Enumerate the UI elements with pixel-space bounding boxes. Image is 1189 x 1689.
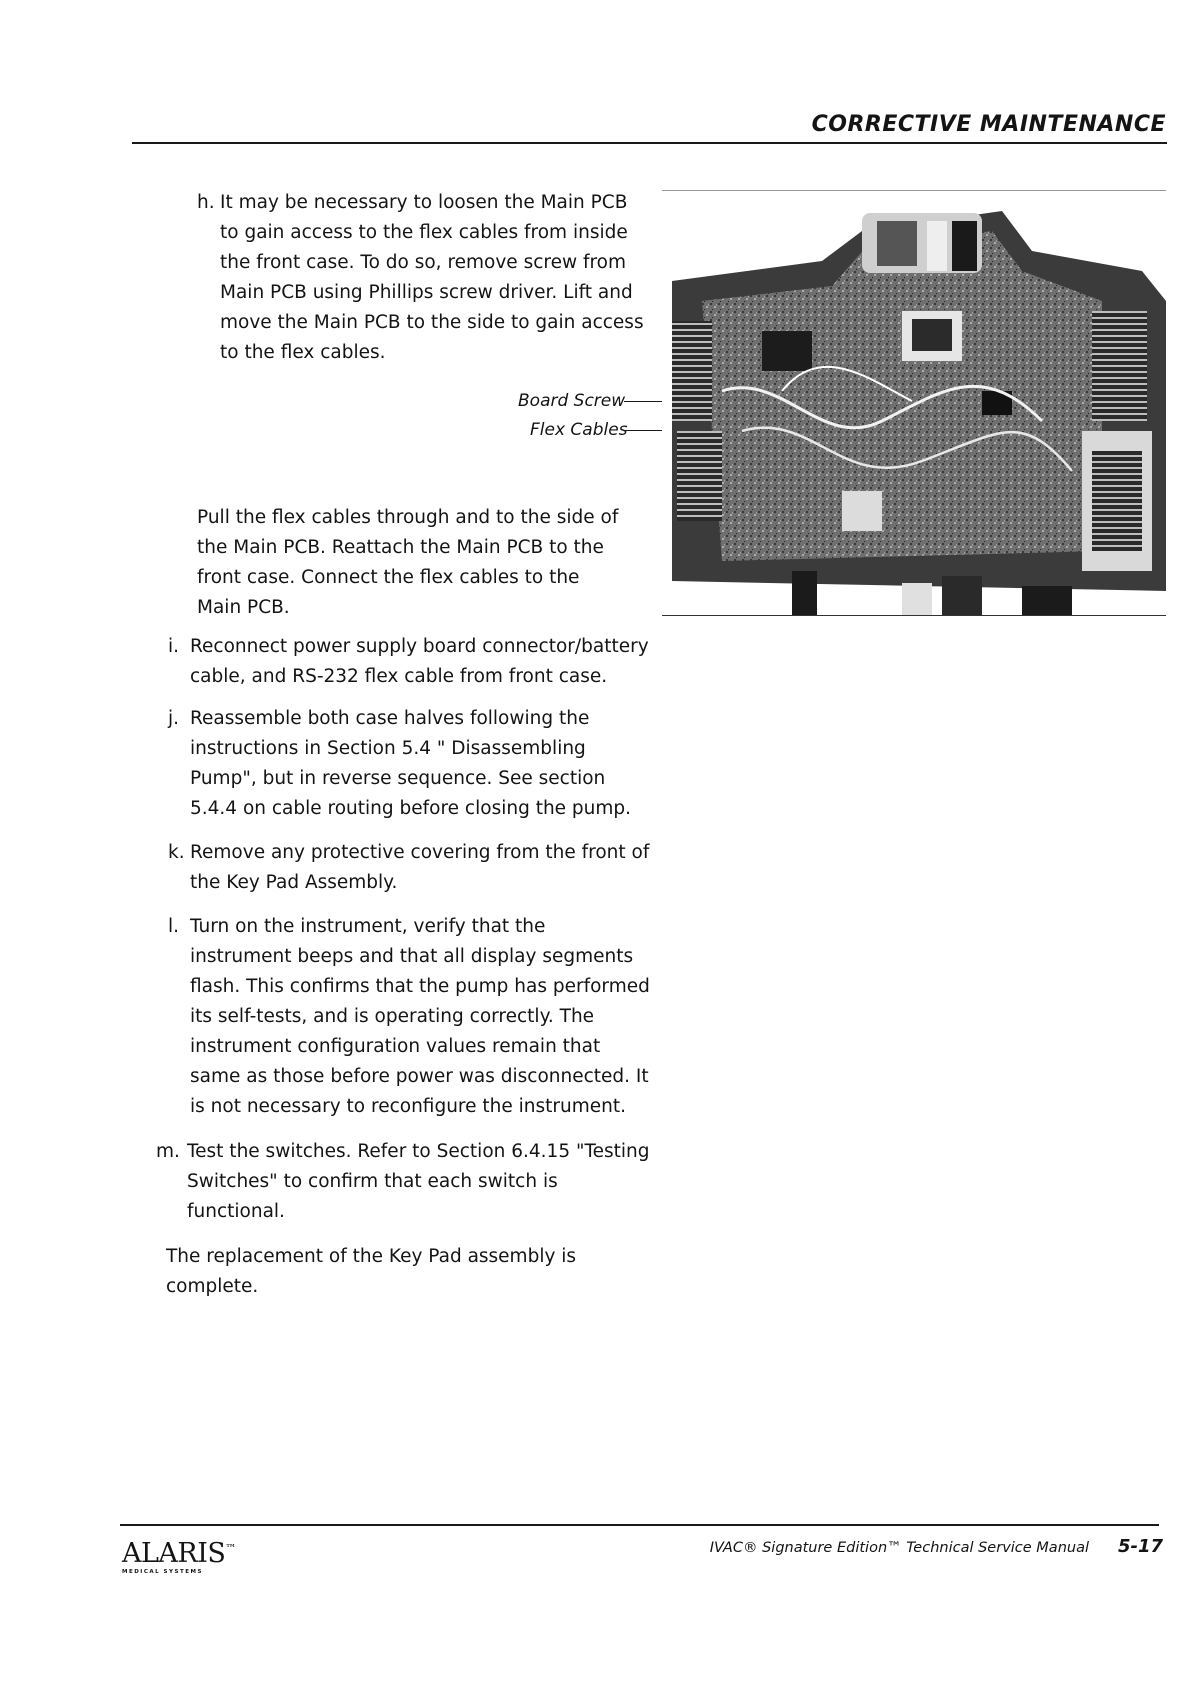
- step-k: [168, 838, 650, 898]
- logo-wordmark: ALARIS: [122, 1538, 226, 1569]
- step-marker: m.: [156, 1141, 180, 1162]
- step-text: Test the switches. Refer to Section 6.4.15 "Testing Switches" to confirm that each switch is functional.: [187, 1141, 650, 1222]
- step-marker: k.: [168, 842, 185, 863]
- section-header: CORRECTIVE MAINTENANCE: [811, 112, 1166, 137]
- closing-paragraph: [166, 1242, 626, 1302]
- page-number: 5-17: [1117, 1536, 1163, 1557]
- callout-flex-cables: Flex Cables: [530, 420, 628, 440]
- alaris-logo: [122, 1535, 236, 1576]
- callout-board-screw: Board Screw: [518, 391, 626, 411]
- step-text: Turn on the instrument, verify that the instrument beeps and that all display segments flash. This confirms that the pump has performed its self-tests, and is operating correctly. The instrument configuration values remain that same as those before power was disconnected. It is not necessary to reconfigure the instrument.: [190, 916, 650, 1117]
- step-h: [197, 188, 650, 368]
- step-j: [168, 704, 650, 824]
- footer-rule: [120, 1524, 1159, 1526]
- manual-title: IVAC® Signature Edition™ Technical Service Manual: [709, 1540, 1089, 1556]
- step-marker: j.: [168, 708, 180, 729]
- step-i: [168, 632, 650, 692]
- pcb-photo: [662, 190, 1166, 616]
- logo-subtitle: MEDICAL SYSTEMS: [122, 1569, 203, 1575]
- step-text: It may be necessary to loosen the Main PCB to gain access to the flex cables from inside the front case. To do so, remove screw from Main PCB using Phillips screw driver. Lift and move the Main PCB to the side to gain access to the flex cables.: [220, 192, 644, 363]
- step-text: Reassemble both case halves following the instructions in Section 5.4 " Disassembling Pump", but in reverse sequence. See section 5.4.4 on cable routing before closing the pump.: [190, 708, 632, 819]
- step-h-continued: [197, 503, 627, 623]
- step-text: Reconnect power supply board connector/battery cable, and RS-232 flex cable from front case.: [190, 636, 649, 687]
- step-l: [168, 912, 650, 1122]
- step-marker: l.: [168, 916, 180, 937]
- step-text: Remove any protective covering from the front of the Key Pad Assembly.: [190, 842, 650, 893]
- logo-trademark: ™: [225, 1542, 236, 1555]
- header-rule: [132, 142, 1167, 144]
- step-text: Pull the flex cables through and to the side of the Main PCB. Reattach the Main PCB to the front case. Connect the flex cables to the Main PCB.: [197, 507, 619, 618]
- step-marker: i.: [168, 636, 180, 657]
- closing-text: The replacement of the Key Pad assembly is complete.: [166, 1246, 577, 1297]
- step-marker: h.: [197, 192, 215, 213]
- pcb-photo-drawing: [662, 191, 1166, 615]
- step-m: [156, 1137, 659, 1227]
